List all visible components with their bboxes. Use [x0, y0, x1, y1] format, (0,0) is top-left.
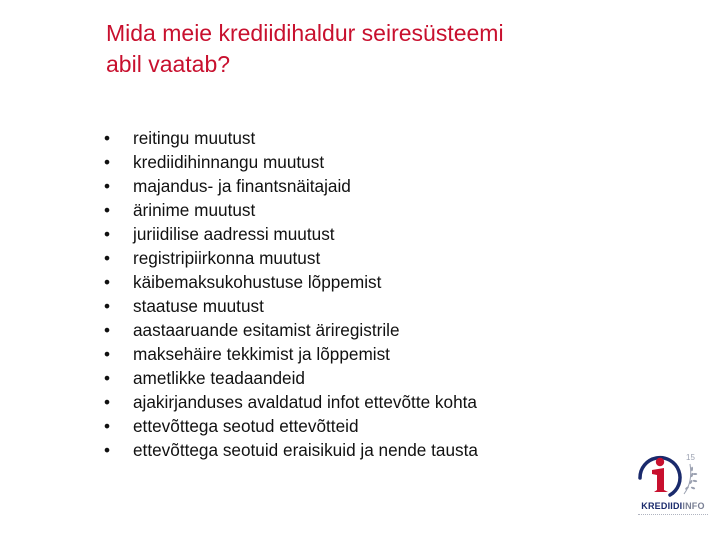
- logo-text-part1: KREDIIDI: [641, 501, 683, 511]
- badge-number: 15: [686, 453, 695, 462]
- list-item: [104, 414, 478, 438]
- list-item-text: ärinime muutust: [133, 200, 256, 220]
- logo-tagline-rule: [638, 514, 708, 518]
- list-item-text: krediidihinnangu muutust: [133, 152, 325, 172]
- bullet-icon: •: [104, 128, 111, 148]
- bullet-icon: •: [104, 392, 111, 412]
- list-item-text: staatuse muutust: [133, 296, 264, 316]
- logo-text-part2: INFO: [682, 501, 705, 511]
- bullet-icon: •: [104, 176, 111, 196]
- bullet-list: [104, 126, 478, 462]
- bullet-icon: •: [104, 248, 111, 268]
- list-item: [104, 438, 478, 462]
- bullet-icon: •: [104, 200, 111, 220]
- list-item-text: aastaaruande esitamist äriregistrile: [133, 320, 400, 340]
- list-item: [104, 198, 478, 222]
- list-item-text: ettevõttega seotud ettevõtteid: [133, 416, 359, 436]
- list-item: [104, 318, 478, 342]
- list-item: [104, 270, 478, 294]
- list-item-text: registripiirkonna muutust: [133, 248, 321, 268]
- list-item-text: juriidilise aadressi muutust: [133, 224, 335, 244]
- bullet-icon: •: [104, 152, 111, 172]
- list-item: [104, 150, 478, 174]
- list-item: [104, 246, 478, 270]
- bullet-icon: •: [104, 416, 111, 436]
- list-item: [104, 126, 478, 150]
- title-line-2: abil vaatab?: [106, 51, 231, 77]
- list-item-text: maksehäire tekkimist ja lõppemist: [133, 344, 390, 364]
- bullet-icon: •: [104, 344, 111, 364]
- bullet-icon: •: [104, 320, 111, 340]
- list-item: [104, 294, 478, 318]
- list-item: [104, 366, 478, 390]
- list-item-text: reitingu muutust: [133, 128, 256, 148]
- list-item: [104, 222, 478, 246]
- list-item-text: käibemaksukohustuse lõppemist: [133, 272, 382, 292]
- bullet-icon: •: [104, 272, 111, 292]
- logo-emblem-icon: [630, 448, 716, 502]
- list-item: [104, 174, 478, 198]
- list-item-text: majandus- ja finantsnäitajaid: [133, 176, 351, 196]
- bullet-icon: •: [104, 296, 111, 316]
- krediidiinfo-logo: [630, 448, 716, 532]
- title-line-1: Mida meie krediidihaldur seiresüsteemi: [106, 20, 504, 46]
- list-item-text: ettevõttega seotuid eraisikuid ja nende tausta: [133, 440, 478, 460]
- list-item-text: ajakirjanduses avaldatud infot ettevõtte kohta: [133, 392, 477, 412]
- slide-title: [106, 18, 686, 80]
- bullet-icon: •: [104, 224, 111, 244]
- list-item: [104, 390, 478, 414]
- list-item-text: ametlikke teadaandeid: [133, 368, 305, 388]
- logo-wordmark: [630, 501, 716, 511]
- bullet-icon: •: [104, 368, 111, 388]
- list-item: [104, 342, 478, 366]
- bullet-icon: •: [104, 440, 111, 460]
